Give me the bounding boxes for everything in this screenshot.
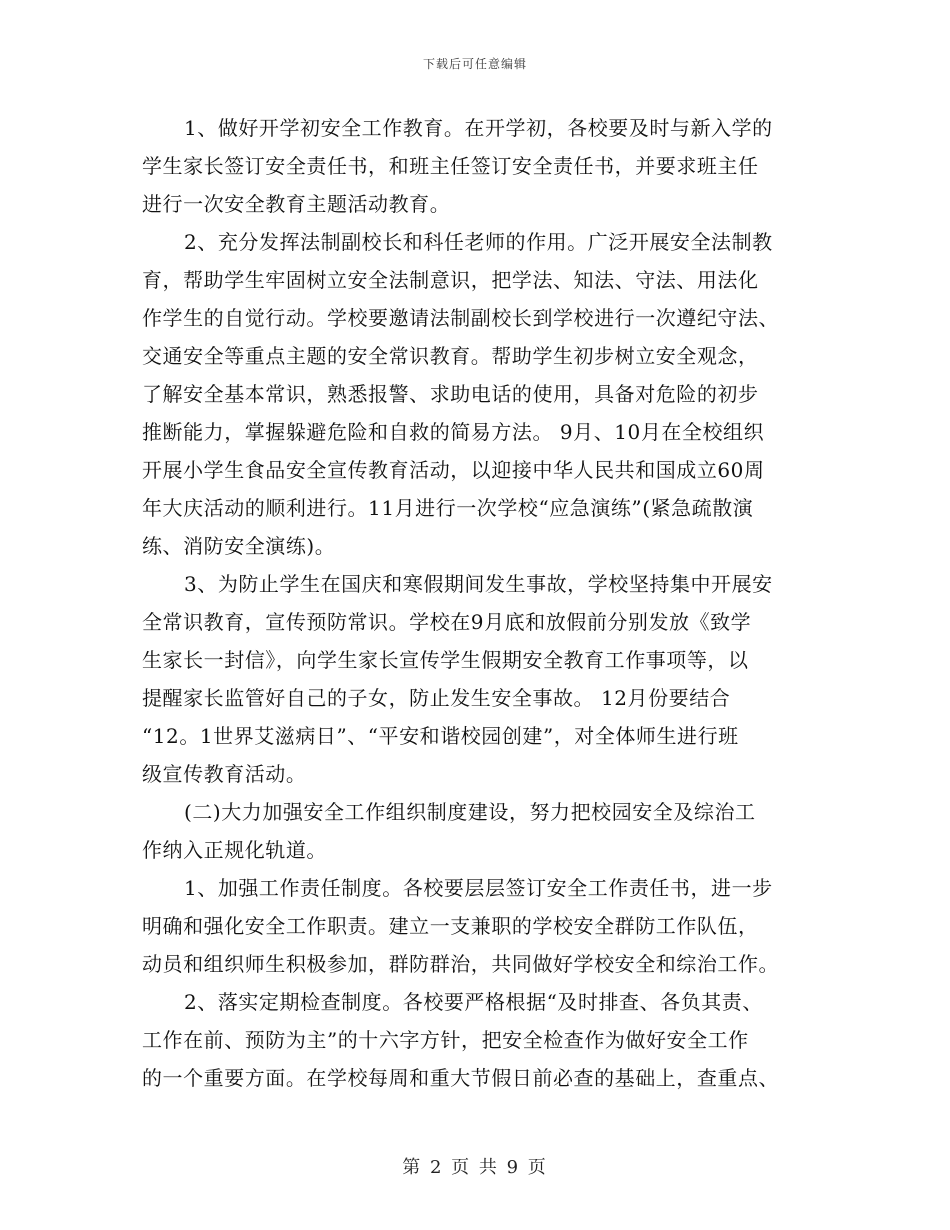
text-line: 练、消防安全演练)。 xyxy=(142,534,336,558)
page-number: 第 2 页 共 9 页 xyxy=(402,1157,548,1178)
text-line: 工作在前、预防为主”的十六字方针，把安全检查作为做好安全工作 xyxy=(142,1028,749,1052)
text-line: 进行一次安全教育主题活动教育。 xyxy=(142,192,451,216)
text-line: 的一个重要方面。在学校每周和重大节假日前必查的基础上，查重点、 xyxy=(142,1066,780,1090)
text-line: 年大庆活动的顺利进行。11月进行一次学校“应急演练”(紧急疏散演 xyxy=(142,496,754,520)
section-heading: (二)大力加强安全工作组织制度建设，努力把校园安全及综治工 xyxy=(184,800,756,824)
text-line: 级宣传教育活动。 xyxy=(142,762,307,786)
text-line: 2、落实定期检查制度。各校要严格根据“及时排查、各负其责、 xyxy=(184,990,763,1014)
text-line: 交通安全等重点主题的安全常识教育。帮助学生初步树立安全观念， xyxy=(142,344,759,368)
text-line: 明确和强化安全工作职责。建立一支兼职的学校安全群防工作队伍， xyxy=(142,914,759,938)
text-line: 开展小学生食品安全宣传教育活动，以迎接中华人民共和国成立60周 xyxy=(142,458,765,482)
text-line: 3、为防止学生在国庆和寒假期间发生事故，学校坚持集中开展安 xyxy=(184,572,773,596)
text-line: 1、做好开学初安全工作教育。在开学初，各校要及时与新入学的 xyxy=(184,116,773,140)
text-line: 学生家长签订安全责任书，和班主任签订安全责任书，并要求班主任 xyxy=(142,154,759,178)
text-line: 作学生的自觉行动。学校要邀请法制副校长到学校进行一次遵纪守法、 xyxy=(142,306,780,330)
text-line: 提醒家长监管好自己的子女，防止发生安全事故。 12月份要结合 xyxy=(142,686,731,710)
text-line: 动员和组织师生积极参加，群防群治，共同做好学校安全和综治工作。 xyxy=(142,952,780,976)
document-body xyxy=(142,109,810,1097)
section-heading: 作纳入正规化轨道。 xyxy=(142,838,327,862)
text-line: 推断能力，掌握躲避危险和自救的简易方法。 9月、10月在全校组织 xyxy=(142,420,765,444)
text-line: “12。1世界艾滋病日”、“平安和谐校园创建”，对全体师生进行班 xyxy=(142,724,739,748)
header-note: 下载后可任意编辑 xyxy=(422,57,527,71)
text-line: 2、充分发挥法制副校长和科任老师的作用。广泛开展安全法制教 xyxy=(184,230,773,254)
text-line: 全常识教育，宣传预防常识。学校在9月底和放假前分别发放《致学 xyxy=(142,610,752,634)
text-line: 了解安全基本常识，熟悉报警、求助电话的使用，具备对危险的初步 xyxy=(142,382,759,406)
text-line: 1、加强工作责任制度。各校要层层签订安全工作责任书，进一步 xyxy=(184,876,773,900)
text-line: 生家长一封信》，向学生家长宣传学生假期安全教育工作事项等，以 xyxy=(142,648,749,672)
text-line: 育，帮助学生牢固树立安全法制意识，把学法、知法、守法、用法化 xyxy=(142,268,759,292)
